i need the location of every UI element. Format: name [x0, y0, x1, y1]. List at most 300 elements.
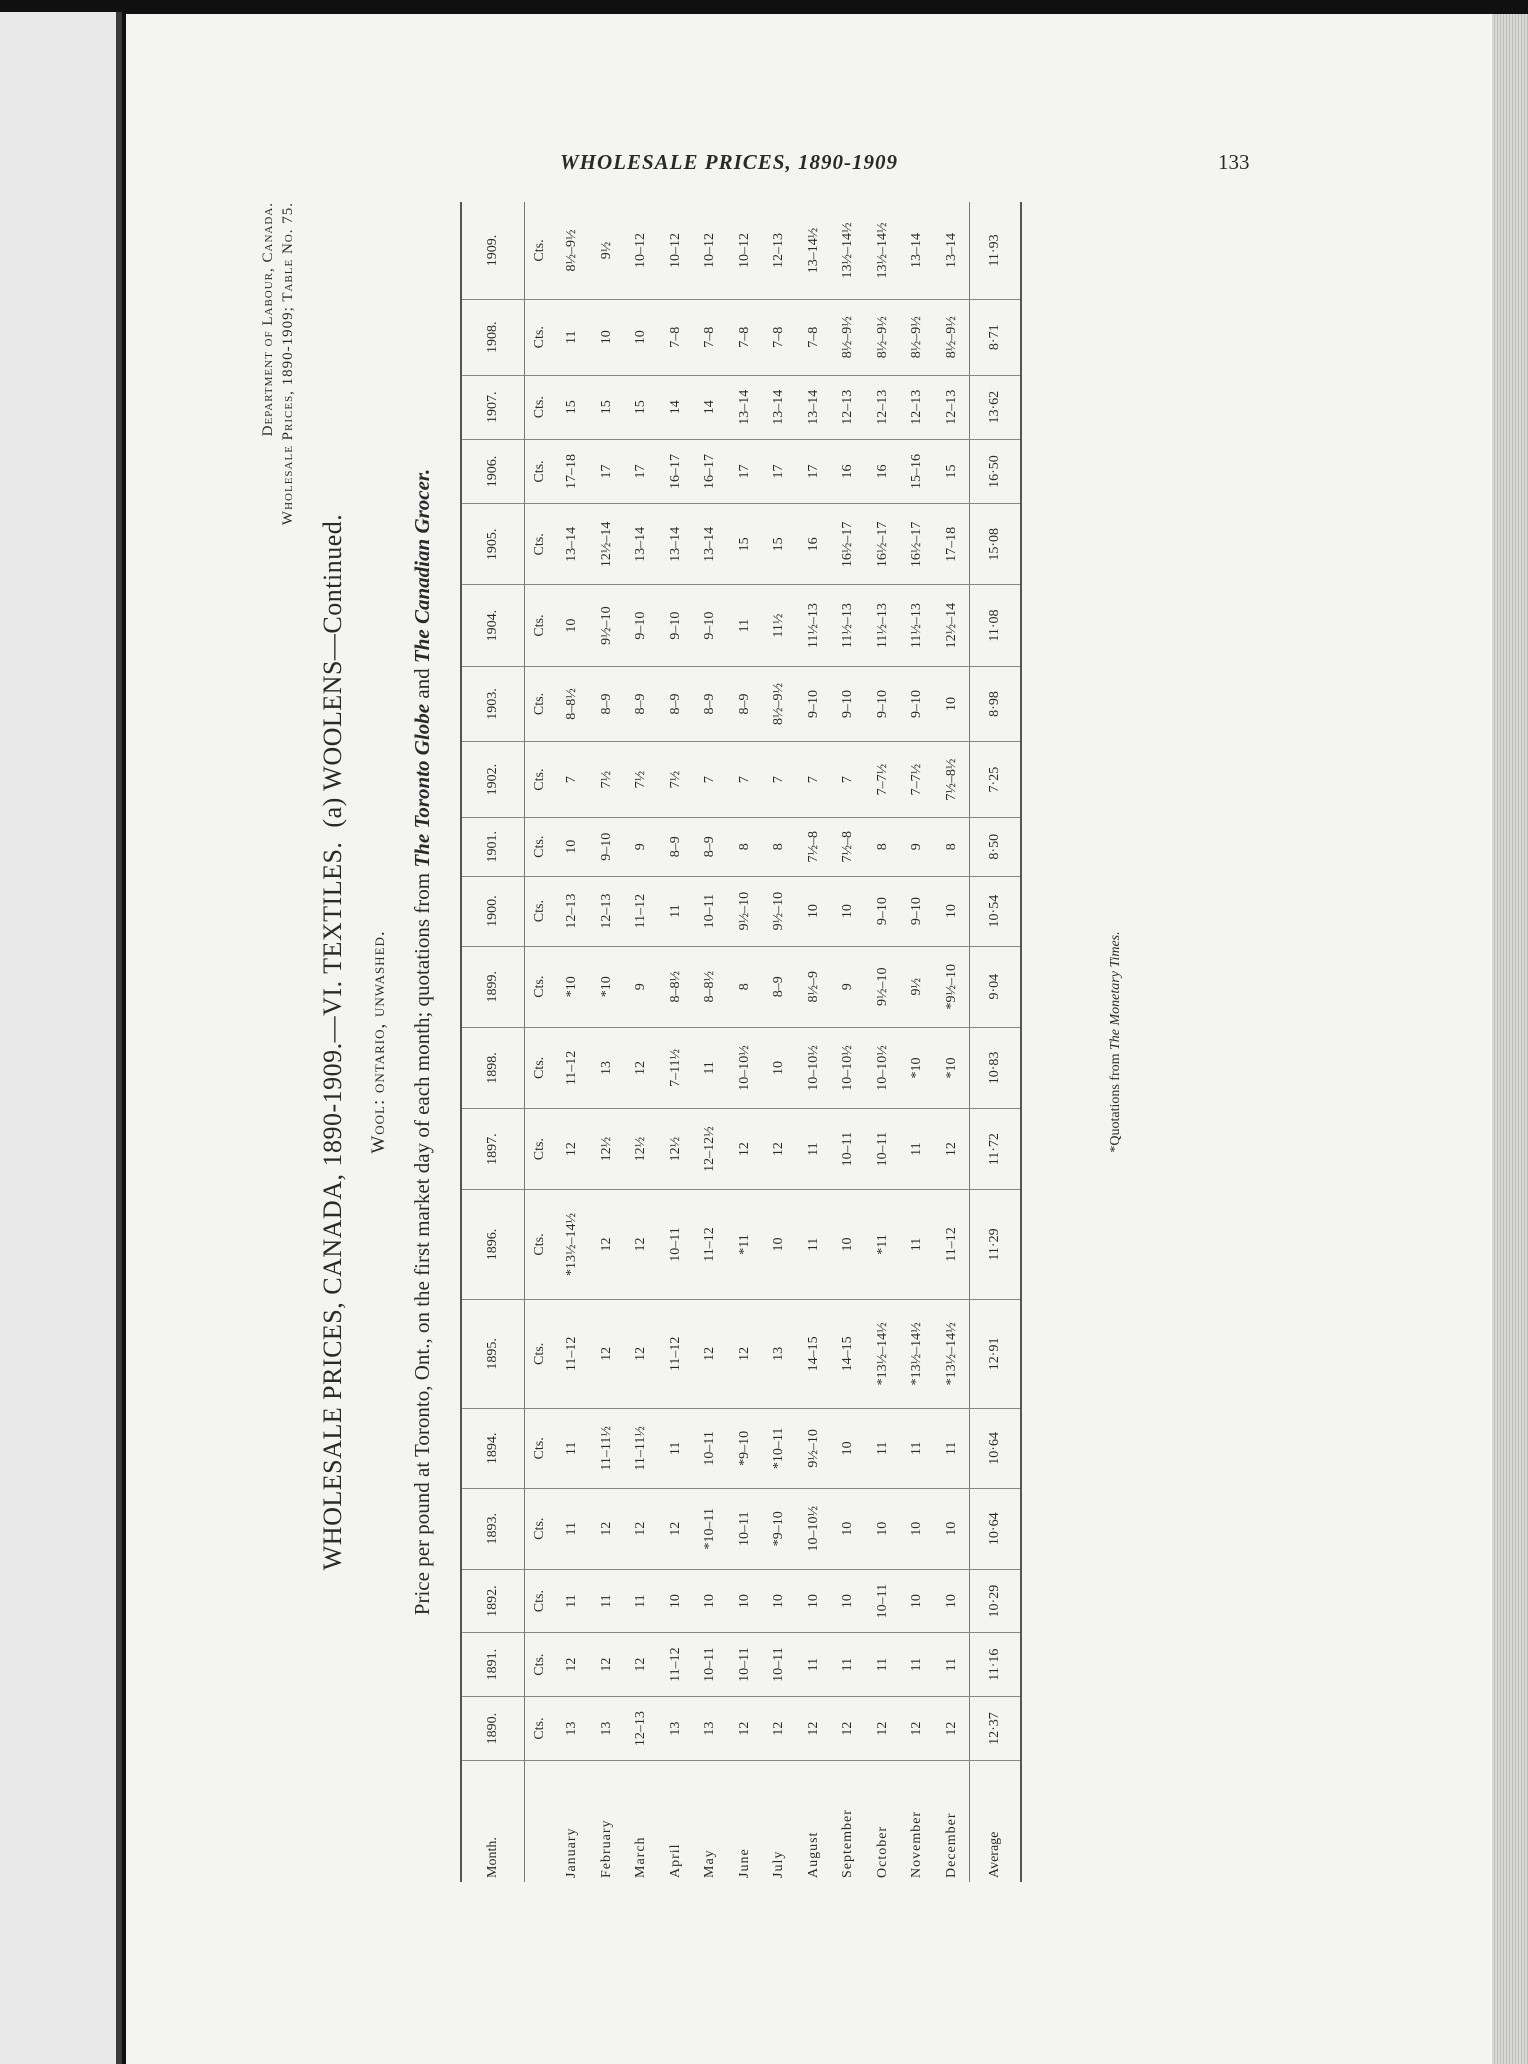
price-cell: 10 — [866, 1488, 901, 1569]
price-cell: 11–11½ — [624, 1409, 659, 1489]
unit-label: Cts. — [525, 1027, 556, 1108]
price-cell: 10 — [762, 1027, 797, 1108]
price-cell: 11 — [555, 1569, 590, 1633]
price-cell: 12½ — [590, 1109, 625, 1190]
unit-label: Cts. — [525, 439, 556, 503]
price-cell: 12 — [624, 1299, 659, 1408]
left-page-margin — [0, 12, 120, 2064]
price-cell: 10 — [831, 876, 866, 946]
price-cell: 10 — [797, 1569, 832, 1633]
price-cell: 7½–8½ — [935, 742, 970, 818]
average-cell: 10·29 — [970, 1569, 1022, 1633]
price-cell: 10 — [728, 1569, 763, 1633]
price-cell: 10 — [762, 1569, 797, 1633]
price-cell: 12 — [728, 1109, 763, 1190]
month-label: August — [805, 1831, 821, 1878]
table-row — [866, 202, 901, 1882]
price-cell: 11 — [900, 1633, 935, 1697]
year-header-row — [461, 202, 525, 1882]
unit-label: Cts. — [525, 1109, 556, 1190]
price-cell: 8 — [728, 817, 763, 876]
table-title — [318, 202, 348, 1882]
average-cell: 10·54 — [970, 876, 1022, 946]
price-cell: 10 — [935, 876, 970, 946]
price-cell: 11½–13 — [900, 585, 935, 666]
price-cell: 10–10½ — [797, 1027, 832, 1108]
price-cell: 9–10 — [590, 817, 625, 876]
price-cell: 12–13 — [590, 876, 625, 946]
month-label: July — [771, 1850, 787, 1878]
price-cell: 7½–8 — [831, 817, 866, 876]
price-cell: 7½ — [624, 742, 659, 818]
unit-label: Cts. — [525, 202, 556, 299]
price-cell: 13½–14½ — [866, 202, 901, 299]
price-cell: 16½–17 — [900, 504, 935, 585]
price-cell: 9½–10 — [797, 1409, 832, 1489]
price-cell: 10–10½ — [797, 1488, 832, 1569]
price-cell: 16–17 — [659, 439, 694, 503]
price-cell: 11 — [659, 1409, 694, 1489]
average-cell: 7·25 — [970, 742, 1022, 818]
price-cell: 13 — [659, 1696, 694, 1760]
year-header: 1904. — [461, 585, 525, 666]
table-row — [762, 202, 797, 1882]
price-cell: 8½–9½ — [831, 299, 866, 375]
price-cell: 15 — [728, 504, 763, 585]
price-cell: 10–11 — [693, 876, 728, 946]
unit-label: Cts. — [525, 1633, 556, 1697]
page-number: 133 — [1218, 150, 1250, 174]
price-cell: 7–8 — [728, 299, 763, 375]
price-cell: 10 — [831, 1409, 866, 1489]
price-cell: 10 — [935, 666, 970, 742]
department-line-2: Wholesale Prices, 1890-1909; Table No. 75. — [280, 202, 296, 526]
price-cell: 17 — [590, 439, 625, 503]
price-cell: 7–8 — [797, 299, 832, 375]
month-label: October — [874, 1825, 890, 1878]
year-header: 1902. — [461, 742, 525, 818]
price-cell: 7 — [693, 742, 728, 818]
running-header-title: WHOLESALE PRICES, 1890-1909 — [560, 150, 898, 174]
price-cell: 9–10 — [624, 585, 659, 666]
price-cell: 11 — [693, 1027, 728, 1108]
price-cell: 8½–9½ — [762, 666, 797, 742]
price-cell: 13½–14½ — [831, 202, 866, 299]
price-cell: 8½–9 — [797, 946, 832, 1027]
table-row — [797, 202, 832, 1882]
price-cell: 12 — [624, 1190, 659, 1299]
average-cell: 13·62 — [970, 375, 1022, 439]
price-cell: 9–10 — [866, 876, 901, 946]
unit-label: Cts. — [525, 946, 556, 1027]
price-cell: 11–12 — [624, 876, 659, 946]
description-and: and — [410, 668, 434, 699]
average-cell: 8·98 — [970, 666, 1022, 742]
unit-label: Cts. — [525, 1569, 556, 1633]
price-cell: 8½–9½ — [866, 299, 901, 375]
price-cell: 8–9 — [659, 817, 694, 876]
price-cell: 12 — [935, 1696, 970, 1760]
year-header: 1908. — [461, 299, 525, 375]
price-cell: 13 — [762, 1299, 797, 1408]
average-cell: 12·91 — [970, 1299, 1022, 1408]
price-cell: 10 — [693, 1569, 728, 1633]
price-cell: 12½ — [659, 1109, 694, 1190]
price-cell: 10 — [831, 1569, 866, 1633]
price-cell: 8–9 — [693, 817, 728, 876]
units-row — [525, 202, 556, 1882]
price-cell: 11–12 — [659, 1633, 694, 1697]
price-cell: 13 — [555, 1696, 590, 1760]
price-cell: 8–9 — [590, 666, 625, 742]
price-cell: 8 — [762, 817, 797, 876]
price-cell: 9–10 — [831, 666, 866, 742]
price-cell: 12 — [866, 1696, 901, 1760]
price-cell: 10–11 — [831, 1109, 866, 1190]
price-cell: 8 — [935, 817, 970, 876]
price-cell: *13½–14½ — [555, 1190, 590, 1299]
source-grocer: The Canadian Grocer. — [410, 468, 434, 664]
month-label: December — [943, 1812, 959, 1878]
price-cell: 7½ — [659, 742, 694, 818]
price-cell: 10–11 — [762, 1633, 797, 1697]
price-cell: *11 — [728, 1190, 763, 1299]
average-cell: 11·93 — [970, 202, 1022, 299]
price-cell: 10–12 — [659, 202, 694, 299]
price-cell: 15 — [590, 375, 625, 439]
price-cell: 17–18 — [555, 439, 590, 503]
price-cell: 7 — [831, 742, 866, 818]
description-text: Price per pound at Toronto, Ont., on the first market day of each month; quotations from — [410, 872, 434, 1616]
price-cell: 8½–9½ — [555, 202, 590, 299]
unit-label: Cts. — [525, 742, 556, 818]
price-cell: 10–11 — [728, 1633, 763, 1697]
year-header: 1905. — [461, 504, 525, 585]
price-cell: 12 — [762, 1696, 797, 1760]
average-row — [970, 202, 1022, 1882]
table-row — [831, 202, 866, 1882]
price-cell: 8–8½ — [659, 946, 694, 1027]
price-cell: 11½–13 — [866, 585, 901, 666]
price-cell: 10 — [624, 299, 659, 375]
price-cell: 7–8 — [762, 299, 797, 375]
price-cell: *10 — [555, 946, 590, 1027]
price-cell: 13–14 — [797, 375, 832, 439]
price-cell: 8–8½ — [555, 666, 590, 742]
unit-label: Cts. — [525, 1696, 556, 1760]
price-cell: 8½–9½ — [935, 299, 970, 375]
average-cell: 10·64 — [970, 1409, 1022, 1489]
price-cell: 13 — [590, 1027, 625, 1108]
price-cell: 11 — [935, 1409, 970, 1489]
wool-price-table — [460, 202, 1022, 1882]
units-row-spacer — [525, 1761, 556, 1882]
price-cell: 9 — [831, 946, 866, 1027]
price-cell: 11 — [728, 585, 763, 666]
price-cell: *11 — [866, 1190, 901, 1299]
year-header: 1899. — [461, 946, 525, 1027]
price-cell: 11½–13 — [831, 585, 866, 666]
price-cell: 11–12 — [935, 1190, 970, 1299]
price-cell: 13–14 — [762, 375, 797, 439]
price-cell: 13 — [693, 1696, 728, 1760]
average-cell: 8·71 — [970, 299, 1022, 375]
price-cell: 11½ — [762, 585, 797, 666]
year-header: 1898. — [461, 1027, 525, 1108]
price-cell: 15 — [935, 439, 970, 503]
price-cell: 10–10½ — [728, 1027, 763, 1108]
price-cell: 12 — [590, 1190, 625, 1299]
price-cell: 7–7½ — [866, 742, 901, 818]
price-cell: 9–10 — [797, 666, 832, 742]
price-cell: 10 — [797, 876, 832, 946]
table-row — [728, 202, 763, 1882]
price-cell: 7½–8 — [797, 817, 832, 876]
price-cell: 15 — [762, 504, 797, 585]
month-label: April — [667, 1843, 683, 1878]
year-header: 1903. — [461, 666, 525, 742]
price-cell: *13½–14½ — [935, 1299, 970, 1408]
unit-label: Cts. — [525, 1190, 556, 1299]
price-cell: 9–10 — [659, 585, 694, 666]
department-reference — [258, 202, 298, 525]
unit-label: Cts. — [525, 585, 556, 666]
price-cell: 10 — [900, 1569, 935, 1633]
price-cell: *10 — [935, 1027, 970, 1108]
price-cell: 11–12 — [693, 1190, 728, 1299]
price-cell: 10–12 — [693, 202, 728, 299]
price-cell: 16 — [866, 439, 901, 503]
table-row — [590, 202, 625, 1882]
price-cell: 9½–10 — [866, 946, 901, 1027]
price-cell: 10 — [831, 1190, 866, 1299]
price-cell: 13–14 — [900, 202, 935, 299]
table-row — [624, 202, 659, 1882]
year-header: 1907. — [461, 375, 525, 439]
price-cell: 7 — [728, 742, 763, 818]
average-cell: 11·08 — [970, 585, 1022, 666]
price-cell: 11–12 — [659, 1299, 694, 1408]
price-cell: *10 — [590, 946, 625, 1027]
price-cell: *13½–14½ — [900, 1299, 935, 1408]
year-header: 1897. — [461, 1109, 525, 1190]
price-cell: 10 — [590, 299, 625, 375]
price-cell: 16 — [797, 504, 832, 585]
year-header: 1906. — [461, 439, 525, 503]
title-main: WHOLESALE PRICES, CANADA, 1890-1909.—VI. TEXTILES. — [318, 841, 347, 1571]
unit-label: Cts. — [525, 1409, 556, 1489]
price-cell: 12–13 — [624, 1696, 659, 1760]
average-cell: 10·64 — [970, 1488, 1022, 1569]
price-cell: 12 — [590, 1488, 625, 1569]
price-cell: 8–9 — [728, 666, 763, 742]
price-cell: 11 — [555, 1409, 590, 1489]
table-row — [659, 202, 694, 1882]
average-cell: 11·29 — [970, 1190, 1022, 1299]
price-cell: 17–18 — [935, 504, 970, 585]
price-cell: 16 — [831, 439, 866, 503]
price-cell: 13–14 — [659, 504, 694, 585]
price-cell: 11 — [797, 1633, 832, 1697]
price-cell: 12–13 — [935, 375, 970, 439]
price-cell: 9–10 — [900, 666, 935, 742]
price-cell: 9 — [624, 946, 659, 1027]
year-header: 1894. — [461, 1409, 525, 1489]
price-cell: 12 — [728, 1696, 763, 1760]
price-cell: 9½ — [590, 202, 625, 299]
price-cell: 11 — [555, 299, 590, 375]
price-cell: 7½ — [590, 742, 625, 818]
price-cell: 11–12 — [555, 1299, 590, 1408]
price-cell: 11 — [900, 1409, 935, 1489]
price-cell: 11½–13 — [797, 585, 832, 666]
price-cell: 11 — [866, 1633, 901, 1697]
table-description — [410, 202, 435, 1882]
price-cell: 13–14½ — [797, 202, 832, 299]
price-cell: 8–8½ — [693, 946, 728, 1027]
price-cell: 11 — [866, 1409, 901, 1489]
price-cell: 12–12½ — [693, 1109, 728, 1190]
price-cell: 11 — [935, 1633, 970, 1697]
price-cell: 17 — [728, 439, 763, 503]
year-header: 1896. — [461, 1190, 525, 1299]
unit-label: Cts. — [525, 817, 556, 876]
price-cell: 13 — [590, 1696, 625, 1760]
price-cell: 10–10½ — [831, 1027, 866, 1108]
month-column-header: Month. — [461, 1761, 525, 1882]
year-header: 1891. — [461, 1633, 525, 1697]
price-cell: 9½–10 — [728, 876, 763, 946]
price-cell: *13½–14½ — [866, 1299, 901, 1408]
average-cell: 10·83 — [970, 1027, 1022, 1108]
price-cell: 10 — [762, 1190, 797, 1299]
department-line-1: Department of Labour, Canada. — [260, 202, 276, 437]
price-cell: 10 — [659, 1569, 694, 1633]
footnote-text: *Quotations from — [1108, 1053, 1123, 1153]
month-label: January — [564, 1827, 580, 1878]
price-cell: 14–15 — [797, 1299, 832, 1408]
price-cell: 12 — [797, 1696, 832, 1760]
price-cell: 8–9 — [762, 946, 797, 1027]
average-cell: 11·72 — [970, 1109, 1022, 1190]
price-cell: 9½–10 — [762, 876, 797, 946]
price-cell: 15–16 — [900, 439, 935, 503]
price-cell: 10–11 — [693, 1409, 728, 1489]
year-header: 1892. — [461, 1569, 525, 1633]
price-cell: 9½ — [900, 946, 935, 1027]
price-cell: 7 — [555, 742, 590, 818]
price-cell: 9–10 — [693, 585, 728, 666]
unit-label: Cts. — [525, 375, 556, 439]
footnote-source: The Monetary Times. — [1108, 931, 1123, 1050]
average-cell: 9·04 — [970, 946, 1022, 1027]
source-globe: The Toronto Globe — [410, 703, 434, 868]
price-cell: 15 — [624, 375, 659, 439]
price-cell: 12½–14 — [935, 585, 970, 666]
price-cell: 8–9 — [659, 666, 694, 742]
price-cell: 12 — [693, 1299, 728, 1408]
price-cell: 14 — [693, 375, 728, 439]
unit-label: Cts. — [525, 666, 556, 742]
price-cell: 10 — [900, 1488, 935, 1569]
price-cell: 17 — [762, 439, 797, 503]
price-cell: 10–11 — [866, 1569, 901, 1633]
price-cell: *9–10 — [762, 1488, 797, 1569]
price-cell: *9½–10 — [935, 946, 970, 1027]
price-cell: 16–17 — [693, 439, 728, 503]
month-label: November — [909, 1810, 925, 1878]
price-cell: 7–7½ — [900, 742, 935, 818]
average-cell: 15·08 — [970, 504, 1022, 585]
price-cell: 13–14 — [693, 504, 728, 585]
price-cell: 12 — [624, 1027, 659, 1108]
price-cell: 13–14 — [624, 504, 659, 585]
book-spine — [116, 12, 122, 2064]
month-label: June — [736, 1848, 752, 1878]
page-edges — [1492, 14, 1528, 2064]
price-cell: 10 — [831, 1488, 866, 1569]
price-cell: 7 — [762, 742, 797, 818]
month-label: March — [633, 1836, 649, 1878]
price-cell: 11 — [797, 1109, 832, 1190]
price-cell: 7–11½ — [659, 1027, 694, 1108]
price-cell: 7–8 — [693, 299, 728, 375]
price-cell: 10–11 — [659, 1190, 694, 1299]
price-cell: 11–12 — [555, 1027, 590, 1108]
price-cell: 12½–14 — [590, 504, 625, 585]
price-cell: 9–10 — [900, 876, 935, 946]
footnote — [1108, 202, 1124, 1882]
price-cell: 12 — [590, 1299, 625, 1408]
average-cell: 12·37 — [970, 1696, 1022, 1760]
price-cell: 12 — [831, 1696, 866, 1760]
price-cell: 11 — [624, 1569, 659, 1633]
unit-label: Cts. — [525, 299, 556, 375]
price-cell: 12 — [935, 1109, 970, 1190]
average-cell: 11·16 — [970, 1633, 1022, 1697]
price-cell: 7–8 — [659, 299, 694, 375]
price-cell: 10 — [555, 817, 590, 876]
price-cell: 10–12 — [624, 202, 659, 299]
year-header: 1900. — [461, 876, 525, 946]
month-label: September — [840, 1809, 856, 1878]
price-cell: 8½–9½ — [900, 299, 935, 375]
price-cell: 8 — [866, 817, 901, 876]
table-row — [900, 202, 935, 1882]
price-cell: 12 — [900, 1696, 935, 1760]
price-cell: 12 — [590, 1633, 625, 1697]
price-cell: 12 — [762, 1109, 797, 1190]
price-cell: *10–11 — [762, 1409, 797, 1489]
table-row — [935, 202, 970, 1882]
price-cell: 12 — [624, 1488, 659, 1569]
price-cell: 17 — [797, 439, 832, 503]
price-cell: 10–12 — [728, 202, 763, 299]
year-header: 1890. — [461, 1696, 525, 1760]
price-cell: 9½–10 — [590, 585, 625, 666]
average-cell: 8·50 — [970, 817, 1022, 876]
unit-label: Cts. — [525, 1299, 556, 1408]
unit-label: Cts. — [525, 504, 556, 585]
price-cell: 10 — [555, 585, 590, 666]
price-cell: 13–14 — [555, 504, 590, 585]
price-cell: 14–15 — [831, 1299, 866, 1408]
month-label: February — [598, 1819, 614, 1878]
price-cell: 11 — [797, 1190, 832, 1299]
price-cell: 8 — [728, 946, 763, 1027]
price-cell: *9–10 — [728, 1409, 763, 1489]
price-cell: 12 — [555, 1633, 590, 1697]
